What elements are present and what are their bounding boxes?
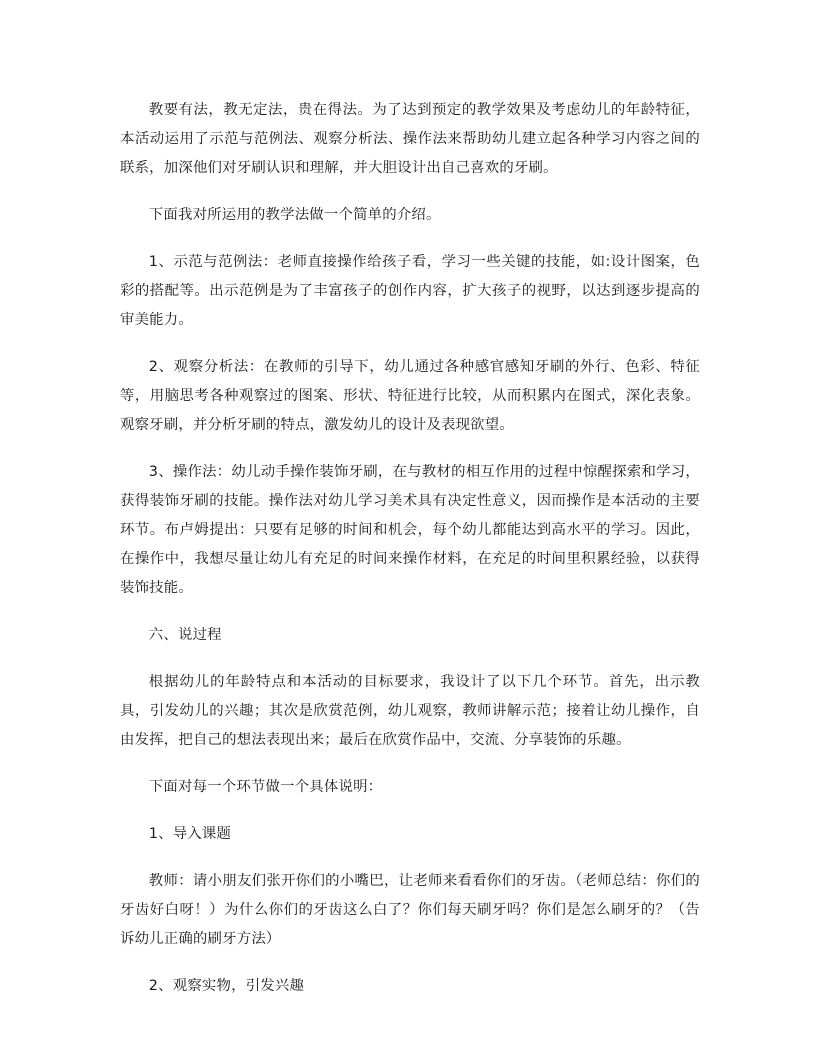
step-heading-observe: 2、观察实物，引发兴趣	[148, 978, 305, 994]
paragraph-method-overview: 下面我对所运用的教学法做一个简单的介绍。	[148, 207, 441, 223]
section-heading-process: 六、说过程	[148, 627, 222, 643]
paragraph-teacher-dialogue: 教师：请小朋友们张开你们的小嘴巴，让老师来看看你们的牙齿。（老师总结：你们的牙齿好白呀！）为什么你们的牙齿这么白了？你们每天刷牙吗？你们是怎么刷牙的？（告诉幼儿正确的刷牙方法）	[120, 873, 700, 947]
paragraph-step-intro: 下面对每一个环节做一个具体说明：	[148, 779, 383, 795]
paragraph-teaching-method-intro: 教要有法，教无定法，贵在得法。为了达到预定的教学效果及考虑幼儿的年龄特征，本活动运用了示范与范例法、观察分析法、操作法来帮助幼儿建立起各种学习内容之间的联系，加深他们对牙刷认识和理解，并大胆设计出自己喜欢的牙刷。	[120, 102, 700, 176]
step-heading-import: 1、导入课题	[148, 826, 232, 842]
paragraph-observation-method: 2、观察分析法：在教师的引导下，幼儿通过各种感官感知牙刷的外行、色彩、特征等，用脑思考各种观察过的图案、形状、特征进行比较，从而积累内在图式，深化表象。观察牙刷，并分析牙刷的特点，激发幼儿的设计及表现欲望。	[120, 359, 700, 433]
paragraph-operation-method: 3、操作法：幼儿动手操作装饰牙刷，在与教材的相互作用的过程中惊醒探索和学习，获得装饰牙刷的技能。操作法对幼儿学习美术具有决定性意义，因而操作是本活动的主要环节。布卢姆提出：只要有足够的时间和机会，每个幼儿都能达到高水平的学习。因此，在操作中，我想尽量让幼儿有充足的时间来操作材料，在充足的时间里积累经验，以获得装饰技能。	[120, 464, 700, 596]
paragraph-process-overview: 根据幼儿的年龄特点和本活动的目标要求，我设计了以下几个环节。首先，出示教具，引发幼儿的兴趣；其次是欣赏范例，幼儿观察，教师讲解示范；接着让幼儿操作，自由发挥，把自己的想法表现出来；最后在欣赏作品中，交流、分享装饰的乐趣。	[120, 674, 700, 748]
paragraph-demonstration-method: 1、示范与范例法：老师直接操作给孩子看，学习一些关键的技能，如:设计图案，色彩的搭配等。出示范例是为了丰富孩子的创作内容，扩大孩子的视野，以达到逐步提高的审美能力。	[120, 254, 700, 328]
document-page	[120, 96, 700, 1019]
